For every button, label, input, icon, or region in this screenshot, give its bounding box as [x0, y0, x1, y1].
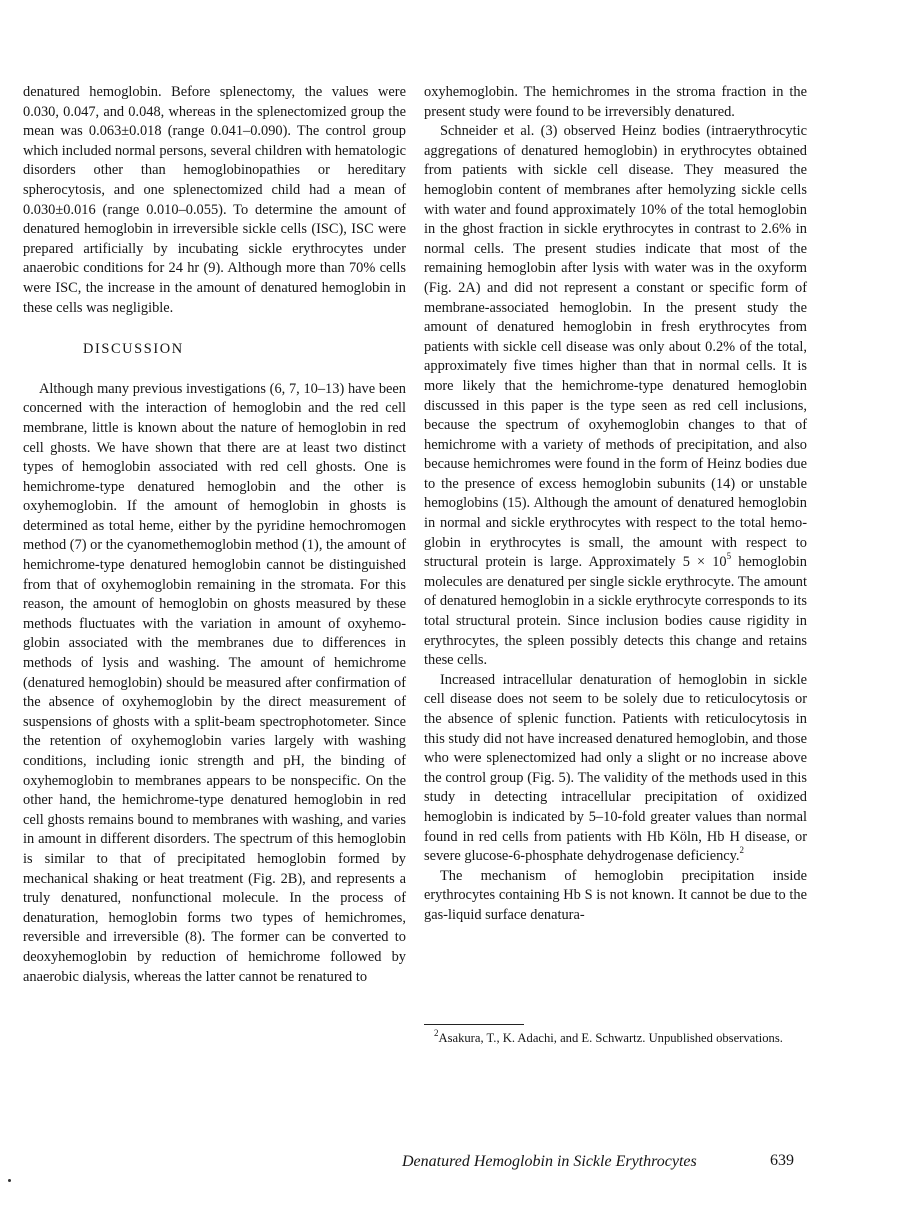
body-text: Increased intracellular denaturation of hemoglobin in sickle cell disease does not seem to be solely due to reticulocytosis or the absence of splenic function. Patients with reticulocytosis in this study did not have increased denatured hemoglobin, and those who were splenectomized had only a slight or no increase above the control group (Fig. 5). The validity of the methods used in this study in detecting intracellular precipitation of oxidized hemoglobin is indicated by 5–10-fold greater values than normal found in red cells from patients with Hb Köln, Hb H disease, or severe glucose-6-phosphate dehydrogenase deficiency.: [424, 671, 807, 865]
body-paragraph: denatured hemoglobin. Before splenectomy, the values were 0.030, 0.047, and 0.048, whereas in the splenectomized group the mean was 0.063±0.018 (range 0.041–0.090). The control group which included normal persons, several children with hematologic disorders other than hemoglobinopathies or hereditary spherocytosis, and one splenectomized child had a mean of 0.030±0.016 (range 0.010–0.055). To determine the amount of denatured hemoglobin in irreversible sickle cells (ISC), ISC were prepared artificially by incubating sickle erythrocytes under anaerobic conditions for 24 hr (9). Although more than 70% cells were ISC, the increase in the amount of denatured hemoglobin in these cells was negligible.: [23, 84, 406, 316]
running-footer-title: Denatured Hemoglobin in Sickle Erythrocytes: [402, 1153, 697, 1170]
page-number: 639: [770, 1152, 794, 1169]
body-paragraph: [424, 671, 807, 867]
body-paragraph: oxyhemoglobin. The hemichromes in the stroma fraction in the present study were found to be irreversibly denatured.: [424, 84, 807, 120]
body-paragraph: The mechanism of hemoglobin precipitation inside erythrocytes containing Hb S is not known. It cannot be due to the gas-liquid surface denatura-: [424, 867, 807, 923]
exponent: 5: [726, 551, 732, 562]
footnote-marker: 2: [434, 1027, 439, 1038]
body-text: 5 × 10: [682, 554, 727, 571]
body-text: hemoglobin molecules are denatured per single sickle erythrocyte. The amount of denatured hemoglobin in a sickle erythrocyte corresponds to its total structural protein. Since inclusion bodies cause rigidity in erythrocytes, the spleen possibly detects this change and retains these cells.: [424, 554, 807, 669]
left-column: [23, 83, 406, 987]
footnote: [424, 1027, 807, 1046]
section-heading-discussion: DISCUSSION: [83, 341, 184, 358]
footnote-reference: 2: [739, 845, 745, 856]
footnote-divider: [424, 1024, 524, 1025]
body-paragraph: [424, 122, 807, 671]
scan-speck: [8, 1179, 11, 1182]
right-column: [424, 83, 807, 926]
body-text: Schneider et al. (3) observed Heinz bodies (intraerythrocytic aggregations of denatured hemoglobin) in erythrocytes obtained from patients with sickle cell disease. They measured the hemoglobin content of membranes after hemolyzing sickle cells with water and found approximately 10% of the total hemoglobin in the ghost fraction in sickle erythrocytes in contrast to 2.6% in normal cells. The present studies indicate that most of the remaining hemoglobin after lysis with water was in the oxyform (Fig. 2A) and did not represent a constant or specific form of membrane-associated hemoglobin. In the present study the amount of denatured hemoglobin in fresh erythrocytes from patients with sickle cell disease was only about 0.2% of the total, approximately five times higher than that in normal cells. It is more likely that the hemichrome-type denatured hemoglobin discussed in this paper is the type seen as red cell inclusions, because the spectrum of oxyhemoglobin changes to that of hemichrome with a variety of methods of precipitation, and also because hemichromes were found in the form of Heinz bodies due to the presence of excess hemoglobin subunits (14) or unstable hemoglobins (15). Although the amount of denatured hemoglobin in normal and sickle erythrocytes with respect to the total hemoglobin in erythrocytes is small, the amount with respect to structural protein is large. Approximately: [424, 123, 807, 571]
body-paragraph: Although many previous investigations (6, 7, 10–13) have been concerned with the interaction of hemoglobin and the red cell membrane, little is known about the nature of hemoglobin in red cell ghosts. We have shown that there are at least two distinct types of hemoglobin associated with red cell ghosts. One is hemichrome-type denatured hemoglobin and the other is oxyhemoglobin. If the amount of hemoglobin in ghosts is determined as total heme, either by the pyridine hemochromogen method (7) or the cyanomethemoglobin method (1), the amount of hemichrome-type denatured hemoglobin cannot be distinguished from that of oxyhemoglobin remaining in the stromata. For this reason, the amount of hemoglobin on ghosts measured by these methods fluctuates with the variation in amount of oxyhemoglobin associated with the membranes due to differences in methods of lysis and washing. The amount of hemichrome (denatured hemoglobin) should be measured after confirmation of the absence of oxyhemoglobin by the direct measurement of suspensions of ghosts with a split-beam spectrophotometer. Since the retention of oxyhemoglobin varies largely with washing conditions, including ionic strength and pH, the binding of oxyhemoglobin to membranes appears to be nonspecific. On the other hand, the hemichrome-type denatured hemoglobin in red cell ghosts remains bound to membranes with washing, and varies in amount in different disorders. The spectrum of this hemoglobin is similar to that of precipitated hemoglobin formed by mechanical shaking or heat treatment (Fig. 2B), and represents a truly denatured, nonfunctional molecule. In the process of denaturation, hemoglobin forms two types of hemichromes, reversible and irreversible (8). The former can be converted to deoxyhemoglobin by reduction of hemichrome followed by anaerobic dialysis, whereas the latter cannot be renatured to: [23, 380, 406, 985]
footnote-text: Asakura, T., K. Adachi, and E. Schwartz. Unpublished observations.: [438, 1031, 783, 1045]
